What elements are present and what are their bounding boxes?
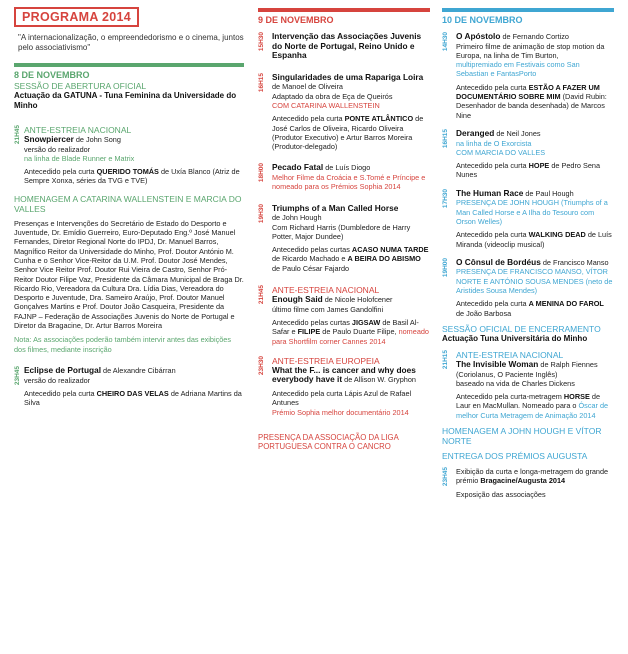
- short-rest: de Uxía Blanco (Atriz de Sempre Xonxa, séries da TVG e TVE): [24, 167, 240, 186]
- film-title: Deranged: [456, 127, 495, 138]
- event-pecado-fatal: [258, 163, 430, 191]
- short-prefix: Antecedido pela curta: [456, 299, 527, 309]
- event-time: 21H45: [258, 285, 265, 305]
- film-note: último filme com James Gandolfini: [272, 304, 384, 314]
- short-title: CHEIRO DAS VELAS: [96, 388, 169, 398]
- film-director: de Luís Diogo: [325, 163, 371, 173]
- short-title: JIGSAW: [351, 317, 381, 327]
- event-time: 14H30: [442, 32, 449, 52]
- film-note-2: na linha de Blade Runner e Matrix: [24, 153, 135, 163]
- event-time: 19H30: [258, 203, 265, 223]
- day-bar-green: [14, 63, 244, 67]
- film-note: versão do realizador: [24, 375, 91, 385]
- short-rest: de Paulo César Fajardo: [272, 263, 350, 273]
- short-mid-2: de Paulo Duarte Filipe,: [322, 327, 397, 337]
- prize-text: Exibição da curta e longa-metragem do grande prémio: [456, 466, 609, 486]
- short-text: Antecedido pela curta Lápis Azul de Rafael Antunes: [272, 388, 412, 408]
- event-title: Intervenção das Associações Juvenis do Norte de Portugal, Reino Unido e Espanha: [272, 31, 422, 61]
- film-title: Snowpiercer: [24, 134, 74, 144]
- day-bar-red: [258, 8, 430, 12]
- event-snowpiercer: [14, 125, 244, 186]
- short-rest: de Luís Miranda (videoclip musical): [456, 230, 612, 249]
- event-o-apostolo: [442, 32, 614, 120]
- short-title: QUERIDO TOMÁS: [96, 167, 159, 177]
- short-title: WALKING DEAD: [528, 230, 586, 240]
- short-rest: de Laur en MacMullan. Nomeado para o: [456, 392, 601, 411]
- film-director: de Fernando Cortizo: [502, 32, 569, 41]
- event-time: 16H15: [258, 72, 265, 92]
- homage-title: HOMENAGEM A JOHN HOUGH E VÍTOR NORTE: [442, 425, 602, 446]
- short-rest: (David Rubin: Desenhador de banda desenhada) de Marcos Nine: [456, 92, 607, 120]
- homage-note: Nota: As associações poderão também intervir antes das exibições dos filmes, mediante inscrição: [14, 335, 231, 354]
- opening-session-title: SESSÃO DE ABERTURA OFICIAL: [14, 81, 147, 91]
- column-9-november: [258, 0, 430, 452]
- day-date: 8 DE NOVEMBRO: [14, 70, 90, 80]
- short-award: Prémio Sophia melhor documentário 2014: [272, 407, 409, 417]
- day-bar-blue: [442, 8, 614, 12]
- film-title: Singularidades de uma Rapariga Loira: [272, 71, 424, 82]
- short-title: HOPE: [528, 161, 550, 171]
- film-guest-note: (neto de Aristides Sousa Mendes): [456, 276, 613, 296]
- event-time: 23H45: [14, 365, 21, 386]
- day-date: 10 DE NOVEMBRO: [442, 15, 523, 25]
- program-title: PROGRAMA 2014: [14, 7, 139, 27]
- film-awards: multipremiado em Festivais como San Sebastian e FantasPorto: [456, 60, 580, 79]
- event-time: 17H30: [442, 188, 449, 208]
- film-title: Triumphs of a Man Called Horse: [272, 202, 399, 213]
- film-director: de Nicole Holofcener: [324, 295, 393, 305]
- short-mid: de Basil Al-Safar e: [272, 317, 419, 337]
- event-deranged: [442, 129, 614, 180]
- event-eclipse: [14, 366, 244, 407]
- event-human-race: [442, 189, 614, 249]
- event-label: ANTE-ESTREIA NACIONAL: [24, 125, 132, 135]
- prize-title: Bragacine/Augusta 2014: [480, 476, 566, 486]
- event-enough-said: [258, 285, 430, 346]
- event-time: 18H00: [258, 163, 265, 183]
- event-time: 19H00: [442, 257, 449, 277]
- cancer-league-note: PRESENÇA DA ASSOCIAÇÃO DA LIGA PORTUGUESA CONTRA O CANCRO: [258, 432, 399, 452]
- film-title: Pecado Fatal: [272, 162, 324, 173]
- film-note: versão do realizador: [24, 144, 91, 154]
- short-prefix: Antecedido pela curta-metragem: [456, 392, 562, 402]
- film-guest-note: (Triumphs of a Man Called Horse e A Ilha do Tesouro com Orson Welles): [456, 198, 608, 226]
- event-triumphs: [258, 204, 430, 273]
- short-title: A MENINA DO FAROL: [528, 299, 604, 309]
- film-note: (Coriolanus, O Paciente Inglês): [456, 369, 558, 379]
- film-title: What the F... is cancer and why does everybody have it: [272, 364, 416, 385]
- event-label: ANTE-ESTREIA EUROPEIA: [272, 355, 380, 366]
- film-note: Com Richard Harris (Dumbledore de Harry Potter, Major Dundee): [272, 222, 411, 241]
- short-title: ESTÃO A FAZER UM DOCUMENTÁRIO SOBRE MIM: [456, 82, 600, 102]
- short-prefix: Antecedido pela curta: [456, 230, 527, 240]
- film-note: Adaptado da obra de Eça de Queirós: [272, 91, 393, 101]
- short-title: ACASO NUMA TARDE: [351, 245, 429, 255]
- short-rest: de Adriana Martins da Silva: [24, 388, 242, 408]
- event-label: ANTE-ESTREIA NACIONAL: [272, 285, 380, 296]
- short-title: PONTE ATLÂNTICO: [344, 114, 414, 124]
- short-rest: de João Barbosa: [456, 308, 512, 318]
- film-title: Enough Said: [272, 294, 323, 305]
- short-prefix: Antecedido pela curta: [456, 161, 527, 171]
- short-prefix: Antecedido pelas curtas: [272, 245, 350, 255]
- short-mid: de Ricardo Machado e: [272, 254, 346, 264]
- film-director: de John Hough: [272, 213, 322, 223]
- associations-exhibit: Exposição das associações: [456, 489, 546, 499]
- film-director: de Paul Hough: [525, 188, 574, 198]
- film-director: de Manoel de Oliveira: [272, 82, 343, 92]
- film-title: The Human Race: [456, 187, 524, 198]
- film-note: Primeiro filme de animação de stop motion da Europa, na linha de Tim Burton,: [456, 41, 605, 60]
- short-prefix: Antecedido pela curta: [24, 167, 95, 177]
- event-singularidades: [258, 73, 430, 152]
- film-guest: COM CATARINA WALLENSTEIN: [272, 100, 380, 110]
- film-title: O Cônsul de Bordéus: [456, 256, 541, 267]
- film-director: de Neil Jones: [496, 128, 541, 138]
- short-title-2: FILIPE: [297, 327, 321, 337]
- short-award: Óscar de melhor Curta Metragem de Animação 2014: [456, 401, 609, 420]
- event-time: 21H45: [14, 125, 21, 145]
- event-invisible-woman: [442, 350, 614, 420]
- event-youth-associations: [258, 32, 430, 61]
- event-time: 23H45: [442, 466, 449, 487]
- film-note: na linha de O Exorcista: [456, 138, 532, 148]
- film-director: de John Song: [75, 135, 121, 144]
- event-label: ANTE-ESTREIA NACIONAL: [456, 349, 564, 360]
- event-grand-prize: [442, 467, 614, 499]
- column-10-november: [442, 0, 614, 499]
- opening-session-text: Actuação da GATUNA - Tuna Feminina da Universidade do Minho: [14, 91, 237, 110]
- short-title-2: A BEIRA DO ABISMO: [347, 254, 421, 264]
- film-guest: PRESENÇA DE FRANCISCO MANSO, VÍTOR NORTE E ANTÓNIO SOUSA MENDES: [456, 267, 608, 286]
- short-prefix: Antecedido pelas curtas: [272, 317, 350, 327]
- event-time: 21H15: [442, 349, 449, 370]
- short-prefix: Antecedido pela curta: [456, 82, 527, 92]
- film-guest: PRESENÇA DE JOHN HOUGH: [456, 198, 559, 208]
- day-date: 9 DE NOVEMBRO: [258, 15, 334, 25]
- film-director: de Francisco Manso: [542, 257, 609, 267]
- short-rest: de Pedro Sena Nunes: [456, 161, 601, 180]
- awards-title: ENTREGA DOS PRÉMIOS AUGUSTA: [442, 450, 588, 461]
- event-what-the-f: [258, 356, 430, 417]
- short-rest: de José Carlos de Oliveira, Ricardo Oliveira (Produtor Executivo) e Artur Barros Moreira (Produtor-delegado): [272, 114, 424, 152]
- column-8-november: [14, 0, 244, 407]
- film-title: Eclipse de Portugal: [24, 364, 101, 375]
- program-quote: "A internacionalização, o empreendedorismo e o cinema, juntos pelo associativismo": [18, 33, 244, 52]
- film-director: de Ralph Fiennes: [540, 359, 598, 369]
- short-prefix: Antecedido pela curta: [272, 114, 343, 124]
- film-director: de Allison W. Gryphon: [344, 375, 416, 385]
- film-award: Melhor Filme da Croácia e S.Tomé e Príncipe e nomeado para os Prémios Sophia 2014: [272, 173, 426, 192]
- homage-text: Presenças e Intervenções do Secretário de Estado do Desporto e Juventude, Dr. Emídio Guerreiro, Euro-Deputado Eng.º José Manuel Fernandes, Diretor Regional Norte do IPDJ, Dr. Manuel Barros, Magnífico Reitor da Universidade do Minho, Prof. Doutor António M. Cunha e o Senhor Vice-Reitor da U.M. Prof. Doutor José Mendes, Senhor Vice Reitor Prof. Doutor Rui Vieira de Castro, Senhor Pró-Reitor Doutor Filipe Vaz, Presidente da Câmara Municipal de Braga Dr. Ricardo Rio, Vereadora da Cultura Dra. Lídia Dias, Vereadora do Desporto e Juventude, Dra. Sameiro Araújo, Prof. Doutor Manuel Gonçalves Martins e Prof. Doutor João Casqueira, Presidente da FAJNP – Federação de Associações Juvenis do Norte de Portugal e Diretor da Bragacine, Dr. Artur Barros Moreira: [14, 218, 244, 331]
- film-director: de Alexandre Cibárran: [103, 365, 176, 375]
- event-time: 16H15: [442, 128, 449, 149]
- event-consul-bordeus: [442, 258, 614, 318]
- closing-session-text: Actuação Tuna Universitária do Minho: [442, 333, 588, 343]
- event-time: 23H30: [258, 355, 265, 375]
- short-prefix: Antecedido pela curta: [24, 388, 95, 398]
- short-award: nomeado para Shortfilm corner Cannes 2014: [272, 327, 429, 346]
- event-time: 15H30: [258, 32, 265, 52]
- closing-session-title: SESSÃO OFICIAL DE ENCERRAMENTO: [442, 323, 601, 334]
- short-title: HORSE: [563, 392, 590, 402]
- film-title: O Apóstolo: [456, 31, 501, 41]
- film-guest: COM MARCIA DO VALLES: [456, 147, 546, 157]
- homage-title: HOMENAGEM A CATARINA WALLENSTEIN E MARCIA DO VALLES: [14, 193, 242, 214]
- film-title: The Invisible Woman: [456, 358, 539, 369]
- film-note-2: baseado na vida de Charles Dickens: [456, 378, 575, 388]
